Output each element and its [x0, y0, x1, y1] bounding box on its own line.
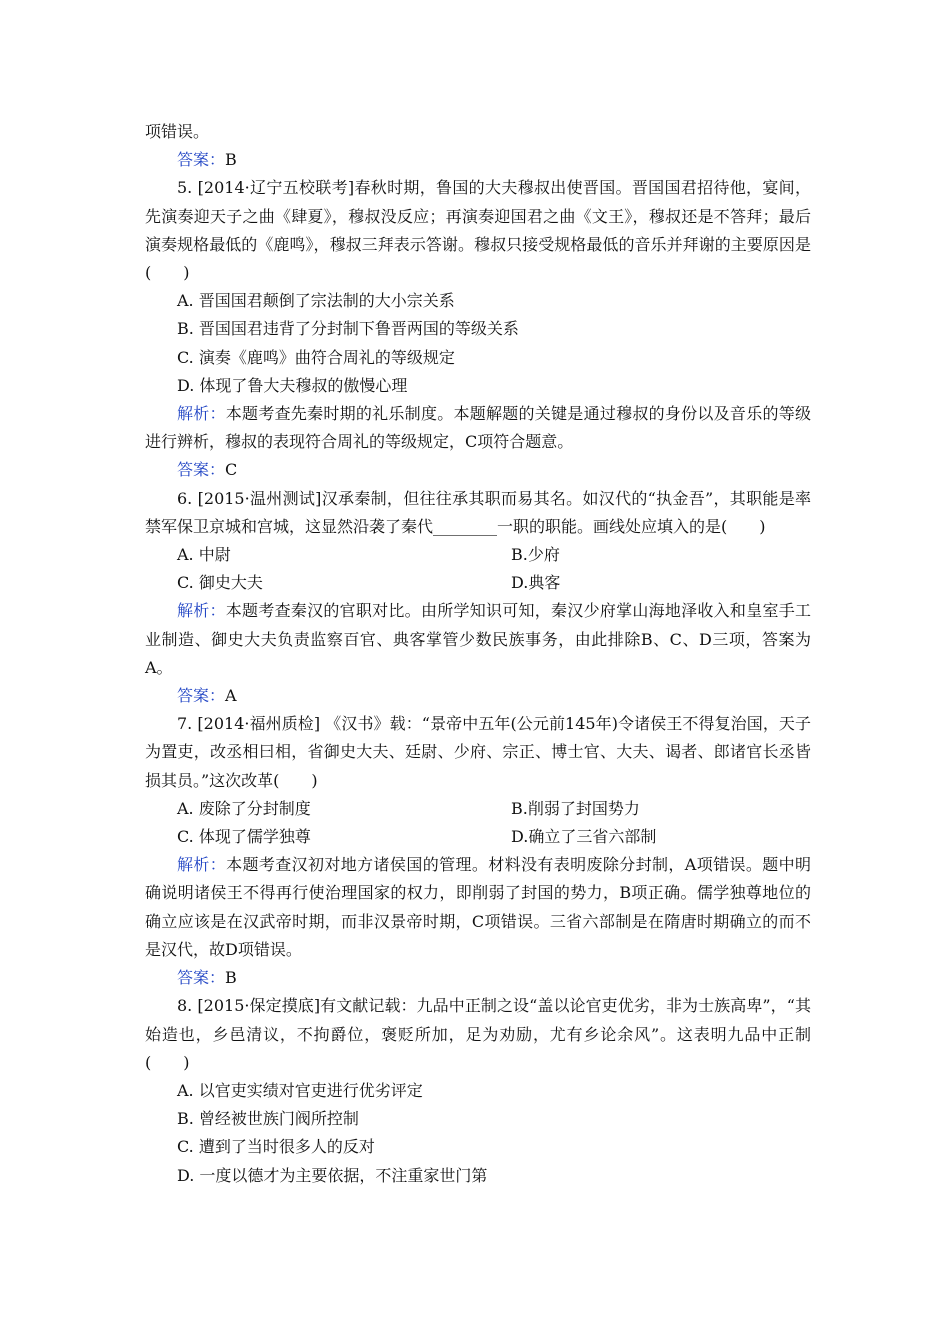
- answer-label: 答案：: [177, 150, 226, 170]
- q7-option-b: B.削弱了封国势力: [511, 798, 640, 818]
- document-page: [145, 118, 811, 1190]
- q6-option-d: D.典客: [511, 573, 561, 593]
- q6-answer: [145, 682, 811, 710]
- answer-label: 答案：: [177, 460, 226, 480]
- analysis-text: 本题考查秦汉的官职对比。由所学知识可知，秦汉少府掌山海地泽收入和皇室手工业制造、御史大夫负责监察百官、典客掌管少数民族事务，由此排除B、C、D三项，答案为A。: [145, 601, 811, 677]
- q7-option-c: C. 体现了儒学独尊: [177, 827, 311, 847]
- q6-stem: 6. [2015·温州测试]汉承秦制，但往往承其职而易其名。如汉代的“执金吾”，其职能是率禁军保卫京城和宫城，这显然沿袭了秦代________一职的职能。画线处应填入的是( ): [145, 488, 811, 536]
- q8-option-c: C. 遭到了当时很多人的反对: [177, 1137, 375, 1157]
- q7-stem: 7. [2014·福州质检] 《汉书》载：“景帝中五年(公元前145年)令诸侯王不得复治国，天子为置吏，改丞相曰相，省御史大夫、廷尉、少府、宗正、博士官、大夫、谒者、郎诸官长丞皆损其员。”这次改革( ): [145, 714, 811, 790]
- q5-option-a: A. 晋国国君颠倒了宗法制的大小宗关系: [177, 291, 455, 311]
- answer-label: 答案：: [177, 968, 226, 988]
- analysis-text: 本题考查先秦时期的礼乐制度。本题解题的关键是通过穆叔的身份以及音乐的等级进行辨析，穆叔的表现符合周礼的等级规定，C项符合题意。: [145, 404, 811, 452]
- analysis-label: 解析：: [177, 404, 226, 424]
- q5-option-d: D. 体现了鲁大夫穆叔的傲慢心理: [177, 375, 408, 395]
- answer-value: A: [225, 686, 237, 706]
- q8-option-d: D. 一度以德才为主要依据，不注重家世门第: [177, 1165, 488, 1185]
- q5-answer: [145, 456, 811, 484]
- previous-question-tail: 项错误。: [145, 122, 210, 141]
- q8-option-b: B. 曾经被世族门阀所控制: [177, 1109, 359, 1129]
- q8-stem: 8. [2015·保定摸底]有文献记载：九品中正制之设“盖以论官吏优劣，非为士族高卑”，“其始造也，乡邑清议，不拘爵位，褒贬所加，足为劝励，尤有乡论余风”。这表明九品中正制( ): [145, 996, 811, 1072]
- q6-option-b: B.少府: [511, 545, 560, 565]
- q7-option-d: D.确立了三省六部制: [511, 827, 657, 847]
- answer-value: B: [225, 968, 237, 988]
- q6-option-c: C. 御史大夫: [177, 573, 263, 593]
- answer-label: 答案：: [177, 686, 226, 706]
- answer-value: C: [225, 460, 238, 480]
- q5-analysis: [145, 400, 811, 456]
- q6-options-row-1: [145, 541, 811, 569]
- q6-options-row-2: [145, 569, 811, 597]
- q5-option-c: C. 演奏《鹿鸣》曲符合周礼的等级规定: [177, 347, 455, 367]
- q4-answer: [145, 146, 811, 174]
- q7-options-row-1: [145, 795, 811, 823]
- q7-analysis: [145, 851, 811, 964]
- q7-answer: [145, 964, 811, 992]
- answer-value: B: [225, 150, 237, 170]
- analysis-label: 解析：: [177, 855, 227, 875]
- q6-option-a: A. 中尉: [177, 545, 231, 565]
- q7-option-a: A. 废除了分封制度: [177, 798, 311, 818]
- analysis-text: 本题考查汉初对地方诸侯国的管理。材料没有表明废除分封制，A项错误。题中明确说明诸侯王不得再行使治理国家的权力，即削弱了封国的势力，B项正确。儒学独尊地位的确立应该是在汉武帝时期，而非汉景帝时期，C项错误。三省六部制是在隋唐时期确立的而不是汉代，故D项错误。: [145, 855, 811, 959]
- q6-analysis: [145, 597, 811, 682]
- q5-stem: 5. [2014·辽宁五校联考]春秋时期，鲁国的大夫穆叔出使晋国。晋国国君招待他，宴间，先演奏迎天子之曲《肆夏》，穆叔没反应；再演奏迎国君之曲《文王》，穆叔还是不答拜；最后演奏规格最低的《鹿鸣》，穆叔三拜表示答谢。穆叔只接受规格最低的音乐并拜谢的主要原因是( ): [145, 178, 811, 283]
- q5-option-b: B. 晋国国君违背了分封制下鲁晋两国的等级关系: [177, 319, 519, 339]
- analysis-label: 解析：: [177, 601, 226, 621]
- q7-options-row-2: [145, 823, 811, 851]
- q8-option-a: A. 以官吏实绩对官吏进行优劣评定: [177, 1080, 423, 1100]
